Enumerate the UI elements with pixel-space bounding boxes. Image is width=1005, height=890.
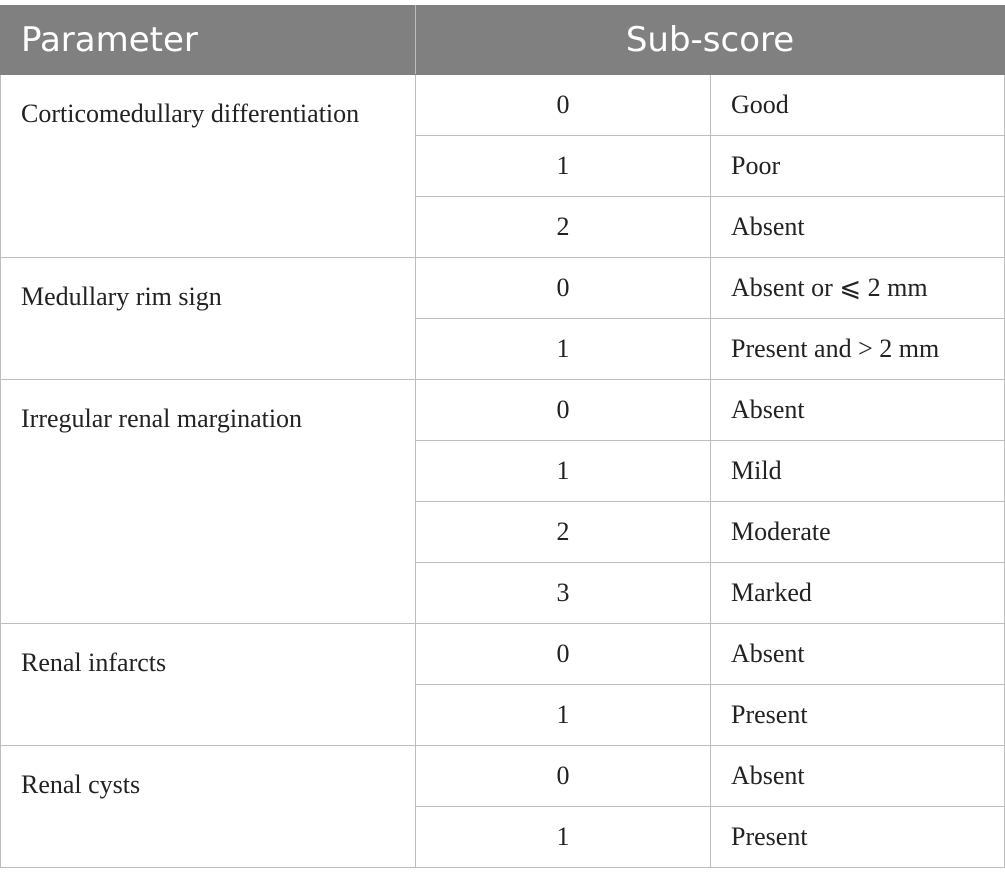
description-cell: Absent bbox=[711, 197, 1005, 258]
score-cell: 1 bbox=[416, 441, 711, 502]
description-cell: Absent bbox=[711, 746, 1005, 807]
description-cell: Mild bbox=[711, 441, 1005, 502]
header-row bbox=[1, 6, 1005, 75]
scoring-table bbox=[0, 5, 1005, 868]
description-cell: Present bbox=[711, 685, 1005, 746]
description-cell: Absent or ⩽ 2 mm bbox=[711, 258, 1005, 319]
score-cell: 1 bbox=[416, 807, 711, 868]
parameter-cell: Medullary rim sign bbox=[1, 258, 416, 380]
description-cell: Poor bbox=[711, 136, 1005, 197]
description-cell: Marked bbox=[711, 563, 1005, 624]
parameter-cell: Corticomedullary differentiation bbox=[1, 75, 416, 258]
score-cell: 1 bbox=[416, 136, 711, 197]
description-cell: Present and > 2 mm bbox=[711, 319, 1005, 380]
table-row bbox=[1, 380, 1005, 441]
score-cell: 3 bbox=[416, 563, 711, 624]
table-row bbox=[1, 624, 1005, 685]
score-cell: 2 bbox=[416, 197, 711, 258]
parameter-cell: Renal infarcts bbox=[1, 624, 416, 746]
score-cell: 2 bbox=[416, 502, 711, 563]
score-cell: 0 bbox=[416, 746, 711, 807]
description-cell: Moderate bbox=[711, 502, 1005, 563]
score-cell: 0 bbox=[416, 258, 711, 319]
score-cell: 0 bbox=[416, 75, 711, 136]
description-cell: Absent bbox=[711, 380, 1005, 441]
score-cell: 1 bbox=[416, 319, 711, 380]
description-cell: Absent bbox=[711, 624, 1005, 685]
table-row bbox=[1, 746, 1005, 807]
parameter-cell: Renal cysts bbox=[1, 746, 416, 868]
score-cell: 0 bbox=[416, 380, 711, 441]
parameter-header: Parameter bbox=[1, 6, 416, 75]
description-cell: Good bbox=[711, 75, 1005, 136]
score-cell: 1 bbox=[416, 685, 711, 746]
score-cell: 0 bbox=[416, 624, 711, 685]
table-row bbox=[1, 258, 1005, 319]
table-row bbox=[1, 75, 1005, 136]
table-body bbox=[1, 75, 1005, 868]
description-cell: Present bbox=[711, 807, 1005, 868]
subscore-header: Sub-score bbox=[416, 6, 1005, 75]
parameter-cell: Irregular renal margination bbox=[1, 380, 416, 624]
